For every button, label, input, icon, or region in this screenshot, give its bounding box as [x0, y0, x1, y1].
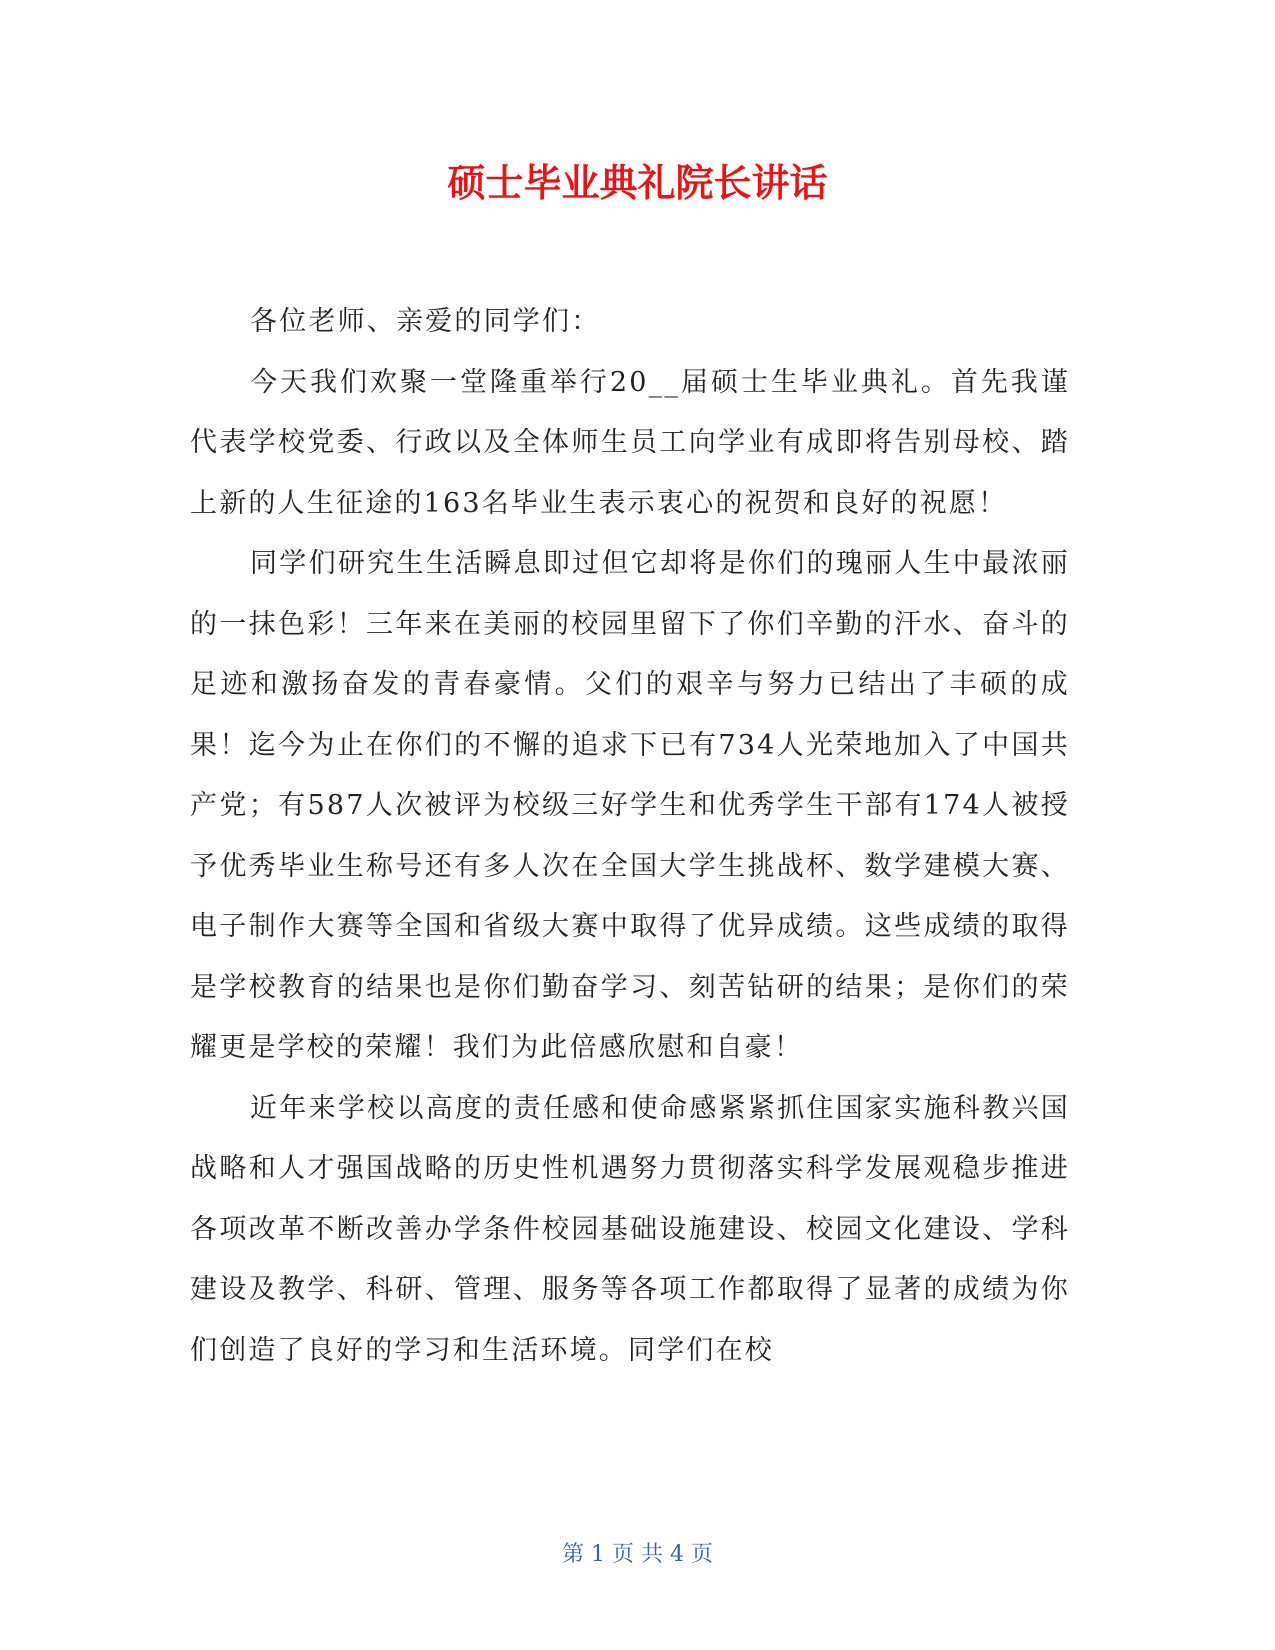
body-paragraph: 今天我们欢聚一堂隆重举行20__届硕士生毕业典礼。首先我谨代表学校党委、行政以及全体师生员工向学业有成即将告别母校、踏上新的人生征途的163名毕业生表示衷心的祝贺和良好的祝愿！ [190, 366, 1070, 519]
body-paragraph: 近年来学校以高度的责任感和使命感紧紧抓住国家实施科教兴国战略和人才强国战略的历史性机遇努力贯彻落实科学发展观稳步推进各项改革不断改善办学条件校园基础设施建设、校园文化建设、学科建设及教学、科研、管理、服务等各项工作都取得了显著的成绩为你们创造了良好的学习和生活环境。同学们在校 [190, 1092, 1070, 1366]
salutation-paragraph: 各位老师、亲爱的同学们： [250, 306, 601, 337]
document-title: 硕士毕业典礼院长讲话 [447, 161, 828, 205]
document-body [190, 292, 1070, 1381]
body-paragraph: 同学们研究生生活瞬息即过但它却将是你们的瑰丽人生中最浓丽的一抹色彩！三年来在美丽的校园里留下了你们辛勤的汗水、奋斗的足迹和激扬奋发的青春豪情。父们的艰辛与努力已结出了丰硕的成果！迄今为止在你们的不懈的追求下已有734人光荣地加入了中国共产党；有587人次被评为校级三好学生和优秀学生干部有174人被授予优秀毕业生称号还有多人次在全国大学生挑战杯、数学建模大赛、电子制作大赛等全国和省级大赛中取得了优异成绩。这些成绩的取得是学校教育的结果也是你们勤奋学习、刻苦钻研的结果；是你们的荣耀更是学校的荣耀！我们为此倍感欣慰和自豪！ [190, 548, 1070, 1063]
page-footer: 第 1 页 共 4 页 [562, 1542, 713, 1567]
